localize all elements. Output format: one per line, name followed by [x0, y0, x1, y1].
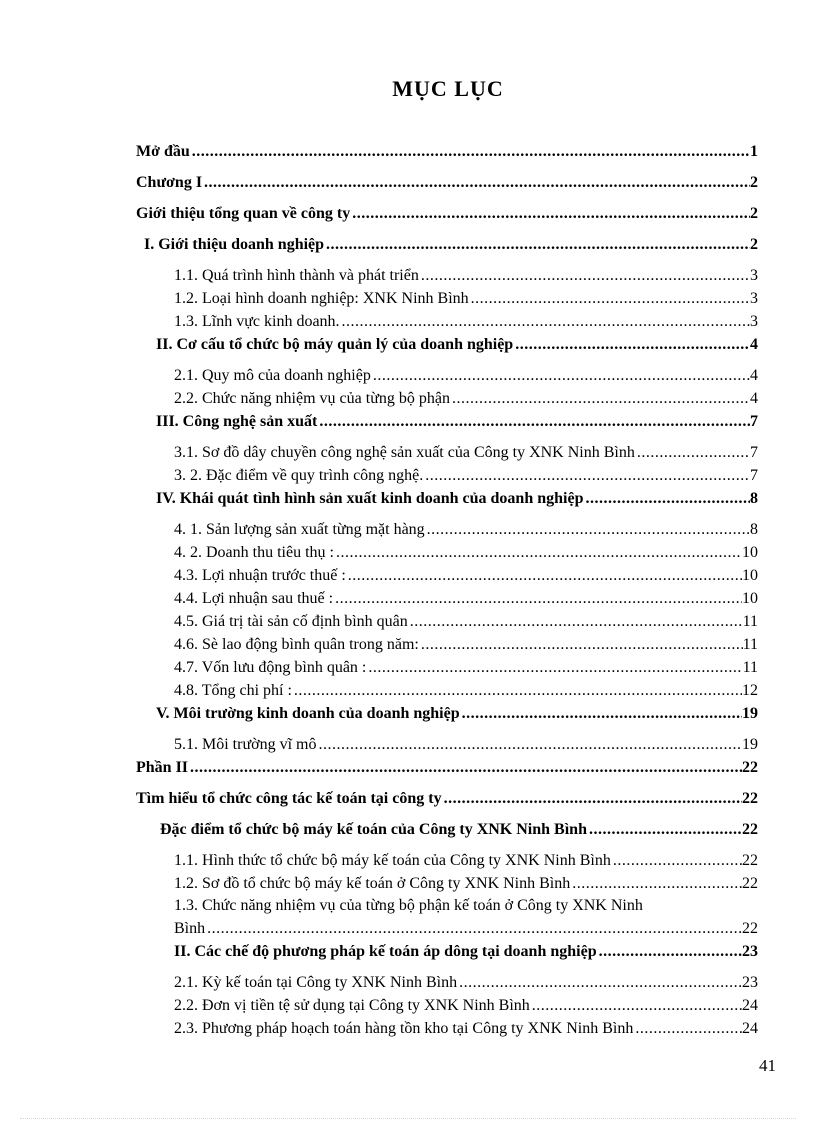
toc-entry-4-1[interactable]: 4. 1. Sản lượng sản xuất từng mặt hàng ..... 8: [136, 518, 758, 541]
toc-entry-section-4[interactable]: IV. Khái quát tình hình sản xuất kinh doanh của doanh nghiệp ..... 8: [136, 487, 758, 510]
toc-entry-5-1[interactable]: 5.1. Môi trường vĩ mô ..... 19: [136, 733, 758, 756]
toc-entry-p2-2-2[interactable]: 2.2. Đơn vị tiền tệ sử dụng tại Công ty XNK Ninh Bình ..... 24: [136, 994, 758, 1017]
toc-entry-p2-1-3-line1[interactable]: 1.3. Chức năng nhiệm vụ của từng bộ phận kế toán ở Công ty XNK Ninh: [174, 897, 643, 914]
toc-entry-tim-hieu-ke-toan[interactable]: Tìm hiểu tổ chức công tác kế toán tại công ty ..... 22: [136, 787, 758, 810]
toc-entry-section-2[interactable]: II. Cơ cấu tổ chức bộ máy quản lý của doanh nghiệp ..... 4: [136, 333, 758, 356]
page-number: 41: [759, 1056, 776, 1075]
toc-entry-gioi-thieu-tong-quan[interactable]: Giới thiệu tổng quan về công ty ..... 2: [136, 202, 758, 225]
bottom-divider: [20, 1118, 796, 1119]
toc-entry-4-8[interactable]: 4.8. Tổng chi phí : ..... 12: [136, 679, 758, 702]
toc-entry-1-1[interactable]: 1.1. Quá trình hình thành và phát triển ..... 3: [136, 264, 758, 287]
toc-entry-p2-1-1[interactable]: 1.1. Hình thức tổ chức bộ máy kế toán của Công ty XNK Ninh Bình ..... 22: [136, 849, 758, 872]
toc-entry-section-5[interactable]: V. Môi trường kinh doanh của doanh nghiệp ..... 19: [136, 702, 758, 725]
toc-entry-p2-1-2[interactable]: 1.2. Sơ đồ tổ chức bộ máy kế toán ở Công ty XNK Ninh Bình ..... 22: [136, 872, 758, 895]
toc-entry-4-2[interactable]: 4. 2. Doanh thu tiêu thụ : ..... 10: [136, 541, 758, 564]
toc-entry-3-2[interactable]: 3. 2. Đặc điểm về quy trình công nghệ. ..... 7: [136, 464, 758, 487]
table-of-contents: [136, 140, 758, 1040]
toc-entry-4-7[interactable]: 4.7. Vốn lưu động bình quân : ..... 11: [136, 656, 758, 679]
toc-entry-p2-section-2[interactable]: II. Các chế độ phương pháp kế toán áp dông tại doanh nghiệp ..... 23: [136, 940, 758, 963]
toc-entry-4-6[interactable]: 4.6. Sè lao động bình quân trong năm: ..... 11: [136, 633, 758, 656]
toc-entry-section-1[interactable]: I. Giới thiệu doanh nghiệp ..... 2: [136, 233, 758, 256]
toc-entry-2-1[interactable]: 2.1. Quy mô của doanh nghiệp ..... 4: [136, 364, 758, 387]
toc-entry-chuong-1[interactable]: Chương I ..... 2: [136, 171, 758, 194]
toc-entry-section-3[interactable]: III. Công nghệ sản xuất ..... 7: [136, 410, 758, 433]
toc-entry-p2-2-3[interactable]: 2.3. Phương pháp hoạch toán hàng tồn kho tại Công ty XNK Ninh Bình ..... 24: [136, 1017, 758, 1040]
toc-entry-dac-diem-ke-toan[interactable]: Đặc điểm tổ chức bộ máy kế toán của Công ty XNK Ninh Bình ..... 22: [136, 818, 758, 841]
toc-entry-3-1[interactable]: 3.1. Sơ đồ dây chuyền công nghệ sản xuất của Công ty XNK Ninh Bình ..... 7: [136, 441, 758, 464]
toc-entry-2-2[interactable]: 2.2. Chức năng nhiệm vụ của từng bộ phận ..... 4: [136, 387, 758, 410]
toc-entry-p2-1-3[interactable]: Bình ..... 22: [136, 917, 758, 940]
page-title: MỤC LỤC: [392, 76, 504, 101]
toc-entry-4-5[interactable]: 4.5. Giá trị tài sản cố định bình quân ..... 11: [136, 610, 758, 633]
toc-entry-4-4[interactable]: 4.4. Lợi nhuận sau thuế : ..... 10: [136, 587, 758, 610]
toc-entry-mo-dau[interactable]: Mở đầu ..... 1: [136, 140, 758, 163]
toc-entry-4-3[interactable]: 4.3. Lợi nhuận trước thuế : ..... 10: [136, 564, 758, 587]
toc-entry-phan-2[interactable]: Phần II ..... 22: [136, 756, 758, 779]
toc-entry-p2-2-1[interactable]: 2.1. Kỳ kế toán tại Công ty XNK Ninh Bình ..... 23: [136, 971, 758, 994]
toc-entry-1-3[interactable]: 1.3. Lĩnh vực kinh doanh. ..... 3: [136, 310, 758, 333]
toc-entry-1-2[interactable]: 1.2. Loại hình doanh nghiệp: XNK Ninh Bình ..... 3: [136, 287, 758, 310]
